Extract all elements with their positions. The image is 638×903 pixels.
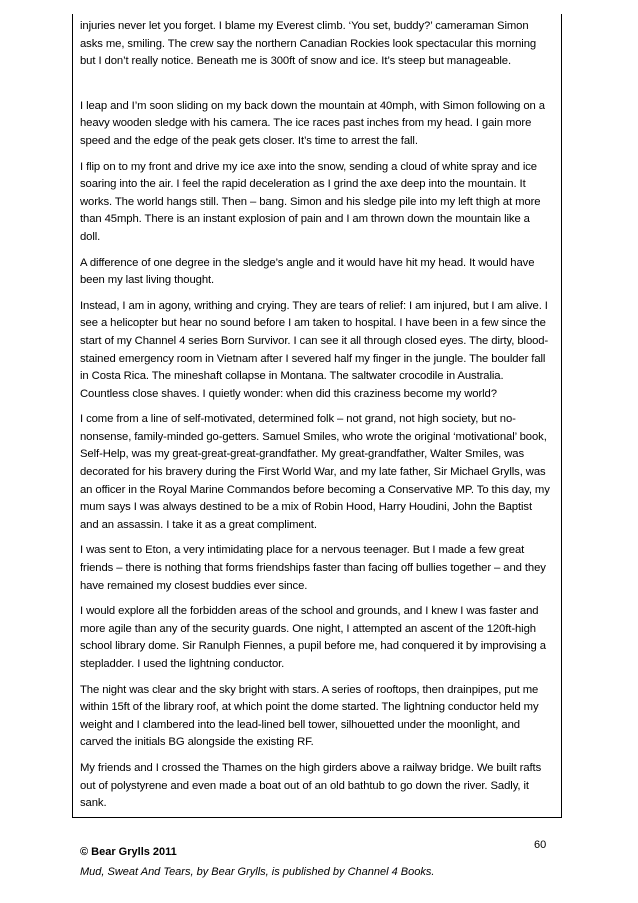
paragraph-4: A difference of one degree in the sledge’s angle and it would have hit my head. It would have been my last living thought. bbox=[80, 256, 535, 287]
page-number: 60 bbox=[534, 839, 547, 851]
paragraph-3: I flip on to my front and drive my ice axe into the snow, sending a cloud of white spray and ice soaring into the air. I feel the rapid deceleration as I grind the axe deep into the mountain. It works. The world hangs still. Then – bang. Simon and his sledge pile into my left thigh at more than 45mph. There is an instant explosion of pain and I am thrown down the mountain like a doll. bbox=[80, 160, 541, 243]
paragraph-9: The night was clear and the sky bright with stars. A series of rooftops, then drainpipes, put me within 15ft of the library roof, at which point the dome started. The lightning conductor held my weight and I clambered into the lead-lined bell tower, silhouetted under the moonlight, and carved the initials BG alongside the existing RF. bbox=[80, 683, 539, 749]
paragraph-10: My friends and I crossed the Thames on the high girders above a railway bridge. We built rafts out of polystyrene and even made a boat out of an old bathtub to go down the river. Sadly, it sank. bbox=[80, 761, 542, 810]
paragraph-5: Instead, I am in agony, writhing and crying. They are tears of relief: I am injured, but I am alive. I see a helicopter but hear no sound before I am taken to hospital. I have been in a few since the start of my Channel 4 series Born Survivor. I can see it all through closed eyes. The dirty, blood-stained emergency room in Vietnam after I severed half my finger in the jungle. The boulder fall in Costa Rica. The mineshaft collapse in Montana. The saltwater crocodile in Australia. Countless close shaves. I quietly wonder: when did this craziness become my world? bbox=[80, 299, 549, 400]
paragraph-8: I would explore all the forbidden areas of the school and grounds, and I knew I was faster and more agile than any of the security guards. One night, I attempted an ascent of the 120ft-high school library dome. Sir Ranulph Fiennes, a pupil before me, had conquered it by improvising a stepladder. I used the lightning conductor. bbox=[80, 605, 546, 670]
copyright-line: © Bear Grylls 2011 bbox=[80, 845, 177, 858]
paragraph-2: I leap and I’m soon sliding on my back down the mountain at 40mph, with Simon following on a heavy wooden sledge with his camera. The ice races past inches from my head. I gain more speed and the edge of the peak gets closer. It’s time to arrest the fall. bbox=[80, 99, 545, 147]
section-gap bbox=[80, 821, 552, 844]
publisher-credit: Mud, Sweat And Tears, by Bear Grylls, is published by Channel 4 Books. bbox=[80, 865, 435, 878]
paragraph-gap bbox=[80, 71, 552, 98]
paragraph-1: injuries never let you forget. I blame my Everest climb. ‘You set, buddy?’ cameraman Simon asks me, smiling. The crew say the northern Canadian Rockies look spectacular this morning but I don’t really notice. Beneath me is 300ft of snow and ice. It’s steep but manageable. bbox=[80, 20, 537, 68]
paragraph-7: I was sent to Eton, a very intimidating place for a nervous teenager. But I made a few great friends – there is nothing that forms friendships faster than facing off bullies together – and they have remained my closest buddies ever since. bbox=[80, 544, 546, 592]
paragraph-6: I come from a line of self-motivated, determined folk – not grand, not high society, but no-nonsense, family-minded go-getters. Samuel Smiles, who wrote the original ‘motivational’ book, Self-Help, was my great-great-great-grandfather. My great-grandfather, Walter Smiles, was decorated for his bravery during the First World War, and my late father, Sir Michael Grylls, was an officer in the Royal Marine Commandos before becoming a Conservative MP. To this day, my mum says I was always destined to be a mix of Robin Hood, Harry Houdini, John the Baptist and an assassin. I take it as a great compliment. bbox=[80, 413, 550, 531]
